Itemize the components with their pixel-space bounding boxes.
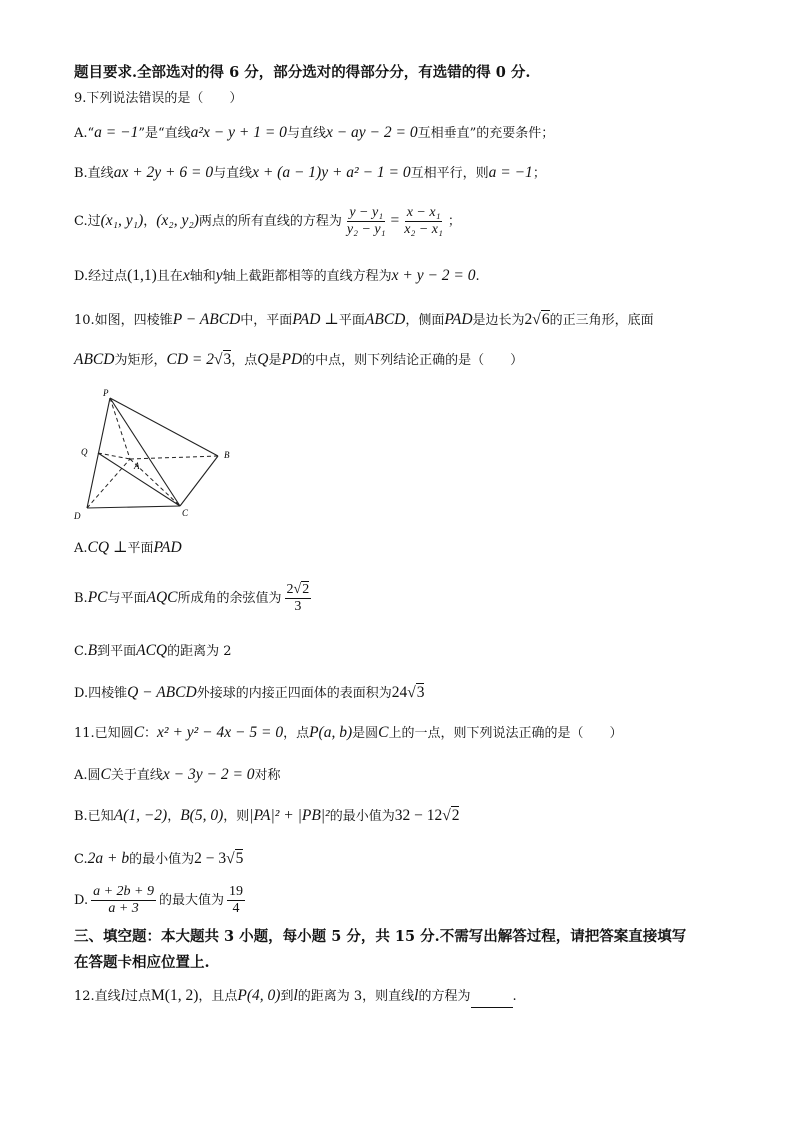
answer-blank[interactable] xyxy=(471,987,513,1008)
q9-option-a: A.“a = −1”是“直线a²x − y + 1 = 0与直线x − ay − 2 = 0互相垂直”的充要条件； xyxy=(74,124,555,141)
q9-stem: 9.下列说法错误的是（ ） xyxy=(74,91,243,106)
edge-ab-hidden xyxy=(130,456,218,459)
q9-option-b: B.直线ax + 2y + 6 = 0与直线x + (a − 1)y + a² − 1 = 0互相平行，则a = −1； xyxy=(74,164,546,181)
label-a: A xyxy=(134,461,140,471)
label-q: Q xyxy=(81,447,88,457)
q10-option-d: D.四棱锥Q − ABCD外接球的内接正四面体的表面积为24√3 xyxy=(74,684,425,701)
label-b: B xyxy=(224,450,230,460)
q11-option-d: D. $\frac{a + 2b + 9}{a + 3}$ 的最大值为 $\frac{19}{4}$ xyxy=(74,884,244,916)
label-p: P xyxy=(103,388,109,398)
q10-option-a: A.CQ ⊥平面PAD xyxy=(74,539,182,556)
q10-stem-line2: ABCD为矩形，CD = 2√3，点Q是PD的中点，则下列结论正确的是（ ） xyxy=(74,351,524,368)
fraction-x: $\frac{\text{x − x₁}}{\text{x₂ − x₁}}$ xyxy=(404,205,443,237)
q11-option-a: A.圆C关于直线x − 3y − 2 = 0对称 xyxy=(74,766,281,783)
edge-pc xyxy=(110,398,180,506)
label-d: D xyxy=(74,511,81,521)
edge-da-hidden xyxy=(87,459,130,508)
fraction-y: $\frac{\text{y − y₁}}{\text{y₂ − y₁}}$ xyxy=(346,205,386,237)
q11-stem: 11.已知圆C：x² + y² − 4x − 5 = 0，点P(a, b)是圆C上的一点，则下列说法正确的是（ ） xyxy=(74,724,623,741)
fraction-cosine: $\frac{2√2}{3}$ xyxy=(286,582,310,614)
edge-dc xyxy=(87,506,180,508)
q11-option-c: C.2a + b的最小值为2 − 3√5 xyxy=(74,850,244,867)
section3-heading-line2: 在答题卡相应位置上. xyxy=(74,954,210,971)
edge-cb xyxy=(180,456,218,506)
q9-option-d: D.经过点(1,1)且在x轴和y轴上截距都相等的直线方程为x + y − 2 = 0. xyxy=(74,267,480,284)
q12: 12.直线l过点M(1, 2)，且点P(4, 0)到l的距离为 3，则直线l的方程为 . xyxy=(74,986,517,1008)
section3-heading-line1: 三、填空题：本大题共 3 小题，每小题 5 分，共 15 分.不需写出解答过程，请把答案直接填写 xyxy=(74,928,687,945)
pyramid-figure xyxy=(70,385,240,525)
q9-option-c: C.过(x₁, y₁)，(x₂, y₂)两点的所有直线的方程为 $\frac{\text{y − y₁}}{\text{y₂ − y₁}}$ = $\frac{\text{x − x₁}}{\text{x₂ − x₁}}$ ； xyxy=(74,205,461,237)
fraction-expression: $\frac{a + 2b + 9}{a + 3}$ xyxy=(93,884,154,916)
label-c: C xyxy=(182,508,189,518)
q11-option-b: B.已知A(1, −2)，B(5, 0)，则|PA|² + |PB|²的最小值为32 − 12√2 xyxy=(74,807,460,824)
q10-option-c: C.B到平面ACQ的距离为 2 xyxy=(74,642,232,659)
q10-option-b: B.PC与平面AQC所成角的余弦值为 $\frac{2√2}{3}$ xyxy=(74,582,310,614)
fraction-max-value: $\frac{19}{4}$ xyxy=(229,884,244,916)
q10-stem-line1: 10.如图，四棱锥P − ABCD中，平面PAD ⊥平面ABCD，侧面PAD是边长为2√6的正三角形，底面 xyxy=(74,311,654,328)
section-instructions: 题目要求.全部选对的得 6 分，部分选对的得部分分，有选错的得 0 分. xyxy=(74,64,531,81)
